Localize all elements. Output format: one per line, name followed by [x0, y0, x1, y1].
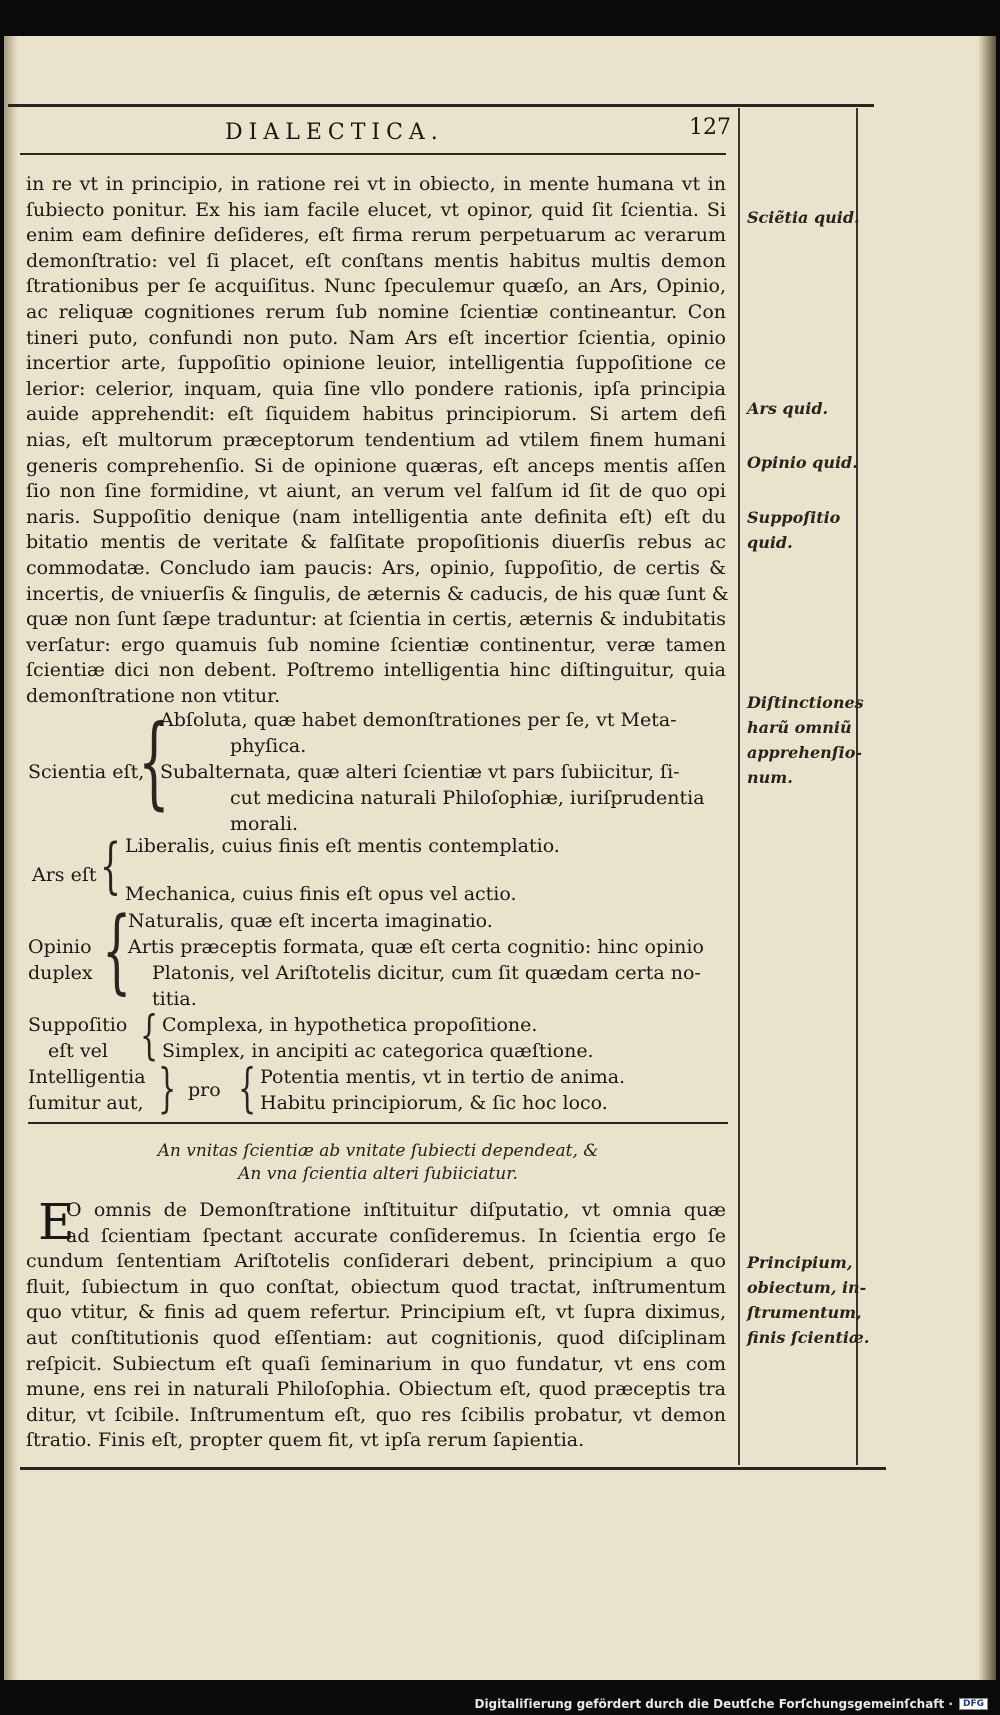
scientia-item: cut medicina naturali Philoſophiæ, iuriſprudentia	[230, 787, 705, 809]
text-line: ſtrationibus per ſe acquiſitus. Nunc ſpeculemur quæſo, an Ars, Opinio,	[26, 275, 726, 298]
section-divider-rule	[28, 1122, 728, 1124]
text-line: ſcientiæ dici non debent. Poſtremo intelligentia hinc diſtinguitur, quia	[26, 659, 726, 682]
text-line: quo vtitur, & finis ad quem refertur. Principium eſt, vt ſupra diximus,	[26, 1301, 726, 1324]
text-line: generis comprehenſio. Si de opinione quæras, eſt anceps mentis aſſen	[26, 454, 726, 477]
opinio-label: duplex	[28, 962, 93, 984]
text-line: ad ſcientiam ſpectant accurate conſideremus. In ſcientia ergo ſe	[66, 1224, 726, 1247]
suppositio-item: Simplex, in ancipiti ac categorica quæſtione.	[162, 1040, 594, 1062]
text-line: reſpicit. Subiectum eſt quaſi ſeminarium in quo fundatur, vt ens com	[26, 1352, 726, 1375]
marginal-note: Principium,	[747, 1253, 853, 1272]
text-line: tineri puto, confundi non puto. Nam Ars eſt incertior ſcientia, opinio	[26, 326, 726, 349]
text-line: in re vt in principio, in ratione rei vt in obiecto, in mente humana vt in	[26, 173, 726, 195]
opinio-item: titia.	[152, 988, 197, 1010]
intelligentia-brace-right: {	[238, 1059, 257, 1119]
bottom-rule	[20, 1467, 886, 1470]
text-line: ſubiecto ponitur. Ex his iam facile elucet, vt opinor, quid ſit ſcientia. Si	[26, 198, 726, 221]
text-line: nias, eſt multorum præceptorum tendentium ad vtilem finem humani	[26, 428, 726, 451]
intelligentia-item: Habitu principiorum, & ſic hoc loco.	[260, 1092, 608, 1114]
marginal-note: ſtrumentum,	[747, 1303, 862, 1322]
scientia-item: morali.	[230, 813, 299, 835]
marginal-note: obiectum, in-	[747, 1278, 867, 1297]
marginal-note: Opinio quid.	[747, 453, 858, 472]
suppositio-brace: {	[140, 1006, 159, 1066]
text-line: quæ non ſunt ſæpe traduntur: at ſcientia in certis, æternis & indubitatis	[26, 608, 726, 631]
intelligentia-pro: pro	[188, 1079, 221, 1101]
ars-item: Liberalis, cuius finis eſt mentis contemplatio.	[125, 835, 560, 857]
header-top-rule	[8, 104, 874, 107]
text-line: ditur, vt ſcibile. Inſtrumentum eſt, quo res ſcibilis probatur, vt demon	[26, 1403, 726, 1426]
text-line: cundum ſententiam Ariſtotelis conſiderari debent, principium a quo	[26, 1250, 726, 1273]
intelligentia-label: ſumitur aut,	[28, 1092, 144, 1114]
intelligentia-label: Intelligentia	[28, 1066, 146, 1088]
text-line: commodatæ. Concludo iam paucis: Ars, opinio, ſuppoſitio, de certis &	[26, 556, 726, 579]
text-line: verſatur: ergo quamuis ſub nomine ſcientiæ continentur, veræ tamen	[26, 633, 726, 656]
scientia-brace: {	[138, 703, 170, 820]
suppositio-label: Suppoſitio	[28, 1014, 128, 1036]
scientia-label: Scientia eſt,	[28, 761, 145, 783]
scientia-item: phyſica.	[230, 735, 307, 757]
drop-cap: E	[38, 1193, 75, 1251]
text-line: demonſtratio: vel ſi placet, eſt conſtans mentis habitus multis demon	[26, 249, 726, 272]
marginal-note: Diſtinctiones	[747, 693, 864, 712]
text-line: incertior arte, ſuppoſitio opinione leuior, intelligentia ſuppoſitione ce	[26, 352, 726, 375]
text-line: lerior: celerior, inquam, quia ſine vllo pondere rationis, ipſa principia	[26, 377, 726, 400]
marginal-note: Suppoſitio	[747, 508, 841, 527]
text-line: bitatio mentis de veritate & falſitate propoſitionis diuerſis rebus ac	[26, 531, 726, 554]
text-line: ac reliquæ cognitiones rerum ſub nomine ſcientiæ contineantur. Con	[26, 300, 726, 323]
text-line: enim eam definire deſideres, eſt firma rerum perpetuarum ac verarum	[26, 224, 726, 247]
ars-item: Mechanica, cuius finis eſt opus vel actio.	[125, 883, 517, 905]
opinio-label: Opinio	[28, 936, 92, 958]
scientia-item: Subalternata, quæ alteri ſcientiæ vt pars ſubiicitur, ſi-	[160, 761, 680, 783]
section-heading: An vnitas ſcientiæ ab vnitate ſubiecti dependeat, &	[157, 1141, 599, 1161]
text-line: incertis, de vniuerſis & ſingulis, de æternis & caducis, de his quæ ſunt &	[26, 582, 729, 605]
marginal-note: harũ omniũ	[747, 718, 852, 737]
suppositio-label: eſt vel	[48, 1040, 109, 1062]
text-line: aut conſtitutionis quod eſſentiam: aut cognitionis, quod diſciplinam	[26, 1326, 726, 1349]
section2-paragraph	[26, 1193, 726, 1454]
marginal-note: Sciẽtia quid.	[747, 208, 860, 227]
text-line: fluit, ſubiectum in quo conſtat, obiectum quod tractat, inſtrumentum	[26, 1275, 726, 1298]
opinio-item: Naturalis, quæ eſt incerta imaginatio.	[128, 910, 493, 932]
text-line: naris. Suppoſitio denique (nam intelligentia ante definita eſt) eſt du	[26, 505, 726, 528]
text-line: ſio non ſine formidine, vt aiunt, an verum vel falſum id ſit de quo opi	[26, 480, 726, 503]
suppositio-item: Complexa, in hypothetica propoſitione.	[162, 1014, 538, 1036]
marginal-note: quid.	[747, 533, 793, 552]
text-line: mune, ens rei in naturali Philoſophia. Obiectum eſt, quod præceptis tra	[26, 1378, 726, 1401]
text-line: O omnis de Demonſtratione inſtituitur diſputatio, vt omnia quæ	[66, 1199, 726, 1221]
text-line: auide apprehendit: eſt ſiquidem habitus principiorum. Si artem defi	[26, 403, 726, 426]
margin-column-rule	[738, 108, 740, 1465]
digitization-credit	[474, 1697, 988, 1711]
page-number: 127	[689, 115, 731, 140]
section-heading: An vna ſcientia alteri ſubiiciatur.	[238, 1164, 518, 1184]
marginal-note: num.	[747, 768, 793, 787]
marginal-note: Ars quid.	[747, 399, 829, 418]
opinio-item: Artis præceptis formata, quæ eſt certa cognitio: hinc opinio	[128, 936, 704, 958]
intelligentia-item: Potentia mentis, vt in tertio de anima.	[260, 1066, 626, 1088]
text-line: demonſtratione non vtitur.	[26, 684, 281, 707]
running-header: DIALECTICA.	[225, 120, 444, 145]
header-bottom-rule	[20, 153, 726, 155]
opinio-brace: {	[102, 897, 132, 1004]
credit-text: Digitaliſierung gefördert durch die Deutſche Forſchungsgemeinſchaft ·	[474, 1697, 953, 1711]
marginal-note: apprehenſio-	[747, 743, 863, 762]
intelligentia-brace: }	[158, 1059, 177, 1119]
opinio-item: Platonis, vel Ariſtotelis dicitur, cum ſit quædam certa no-	[152, 962, 701, 984]
ars-label: Ars eſt	[32, 864, 97, 886]
right-edge-rule	[856, 108, 858, 1465]
ars-brace: {	[100, 831, 122, 901]
scientia-item: Abſoluta, quæ habet demonſtrationes per ſe, vt Meta-	[160, 709, 677, 731]
dfg-logo: DFG	[959, 1698, 988, 1710]
text-line: ſtratio. Finis eſt, propter quem fit, vt ipſa rerum ſapientia.	[26, 1429, 585, 1452]
marginal-note: finis ſcientiæ.	[747, 1328, 870, 1347]
main-paragraph	[26, 172, 729, 709]
